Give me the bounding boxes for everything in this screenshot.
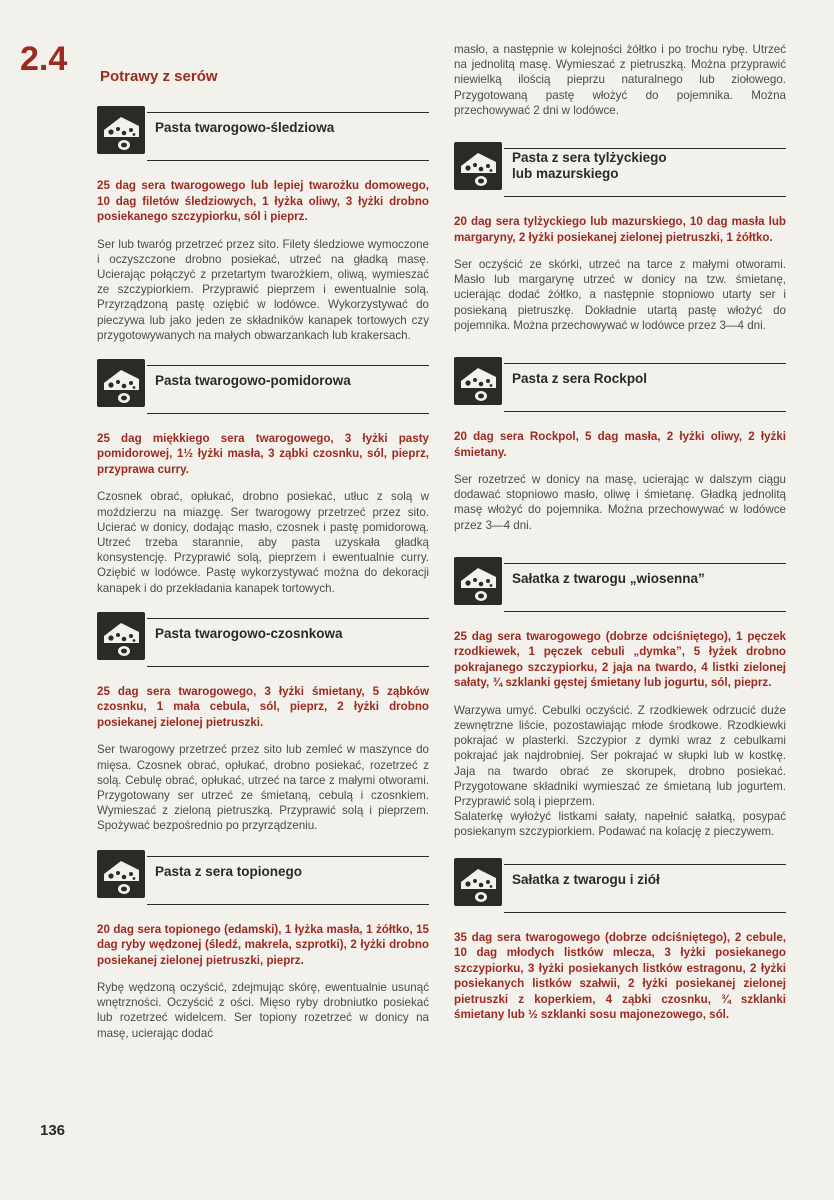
recipe	[454, 357, 786, 533]
recipe-method: Ser lub twaróg przetrzeć przez sito. Filety śledziowe wymoczone i oczyszczone drobno posiekać, utrzeć na gładką masę. Ucierając połączyć z przetartym twarożkiem, oliwą, wymieszać ze szczypiorkiem. Przyprawić pieprzem i ewentualnie solą. Przyrządzoną pastę oziębić w lodówce. Wykorzystywać do pieczywa lub jako jeden ze składników kanapek tortowych czy przygotowywanych na małych obwarzankach lub krakersach.	[97, 237, 429, 342]
recipe-header	[97, 359, 429, 417]
divider	[147, 413, 429, 414]
divider	[504, 411, 786, 412]
left-column	[97, 98, 429, 1041]
recipe-ingredients: 25 dag sera twarogowego (dobrze odciśniętego), 1 pęczek rzodkiewek, 1 pęczek cebuli „dymka”, 5 łyżek drobno pokrajanego szczypiorku, 2 jaja na twardo, 4 listki zielonej sałaty, ¾ szklanki gęstej śmietany lub jogurtu, sól, pieprz.	[454, 629, 786, 690]
recipe-method	[454, 703, 786, 840]
divider	[147, 666, 429, 667]
divider	[504, 196, 786, 197]
recipe-ingredients: 20 dag sera topionego (edamski), 1 łyżka masła, 1 żółtko, 15 dag ryby wędzonej (śledź, makrela, szprotki), 2 łyżki drobno posiekanej zielonej pietruszki, pieprz.	[97, 922, 429, 967]
recipe	[454, 142, 786, 333]
cheese-plate-icon	[454, 858, 502, 906]
cheese-plate-icon	[454, 357, 502, 405]
recipe-title: Sałatka z twarogu i ziół	[512, 871, 660, 887]
cheese-plate-icon	[97, 850, 145, 898]
divider	[147, 618, 429, 619]
recipe-header	[97, 612, 429, 670]
divider	[504, 563, 786, 564]
recipe-ingredients: 20 dag sera tylżyckiego lub mazurskiego, 10 dag masła lub margaryny, 2 łyżki posiekanej zielonej pietruszki, 1 żółtko.	[454, 215, 786, 244]
divider	[504, 611, 786, 612]
recipe-method: Ser rozetrzeć w donicy na masę, ucierając w dalszym ciągu dodawać stopniowo masło, oliwę i śmietanę. Gładką jednolitą masę włożyć do pojemnika. Można przechowywać w lodówce przez 3—4 dni.	[454, 473, 786, 532]
recipe-title: Pasta z sera topionego	[155, 863, 303, 879]
recipe-header	[454, 142, 786, 200]
method-paragraph: Warzywa umyć. Cebulki oczyścić. Z rzodkiewek odrzucić duże zewnętrzne liście, pozostawiając młode środkowe. Rzodkiewki pokrajać w plasterki. Szczypior z dymki wraz z cebulkami pokrajać jak najdrobniej. Ser pokrajać w słupki lub w kostkę. Jaja na twardo obrać ze skorupek, drobno posiekać. Przygotowane składniki wymieszać ze śmietaną lub jogurtem. Przyprawić solą i pieprzem.	[454, 703, 786, 809]
recipe-title: Pasta twarogowo-śledziowa	[155, 120, 335, 135]
recipe	[454, 557, 786, 840]
divider	[504, 363, 786, 364]
section-number: 2.4	[20, 40, 68, 78]
recipe-title: Sałatka z twarogu „wiosenna”	[512, 570, 705, 586]
recipe-header	[97, 106, 429, 164]
recipe-ingredients: 25 dag miękkiego sera twarogowego, 3 łyżki pasty pomidorowej, 1½ łyżki masła, 3 ząbki czosnku, sól, pieprz, przyprawa curry.	[97, 431, 429, 476]
recipe-ingredients: 25 dag sera twarogowego, 3 łyżki śmietany, 5 ząbków czosnku, 1 mała cebula, sól, pieprz, 2 łyżki drobno posiekanej zielonej pietruszki.	[97, 684, 429, 729]
recipe-ingredients: 25 dag sera twarogowego lub lepiej twarożku domowego, 10 dag filetów śledziowych, 1 łyżka oliwy, 3 łyżki drobno posiekanego szczypiorku, sól i pieprz.	[97, 179, 429, 223]
recipe-header	[454, 557, 786, 615]
divider	[147, 160, 429, 161]
method-paragraph: Salaterkę wyłożyć listkami sałaty, napełnić sałatką, posypać posiekanym szczypiorkiem. Podawać na kolację z pieczywem.	[454, 810, 786, 839]
recipe-header	[454, 858, 786, 916]
recipe-header	[97, 850, 429, 908]
divider	[504, 148, 786, 149]
cheese-plate-icon	[97, 106, 145, 154]
divider	[504, 912, 786, 913]
recipe	[97, 612, 429, 834]
section-title: Potrawy z serów	[100, 68, 218, 85]
cheese-plate-icon	[97, 359, 145, 407]
recipe-method: Czosnek obrać, opłukać, drobno posiekać, utłuc z solą w moździerzu na miazgę. Ser twarogowy przetrzeć przez sito. Ucierać w donicy, dodając masło, czosnek i pastę pomidorową. Utrzeć trzeba starannie, aby pasta uzyskała gładką konsystencję. Przyprawić solą, pieprzem i ewentualnie curry. Oziębić w lodówce. Pastę wykorzystywać można do dekoracji kanapek i do przekładania kanapek tortowych.	[97, 490, 429, 595]
right-column	[454, 42, 786, 1023]
recipe-ingredients: 35 dag sera twarogowego (dobrze odciśniętego), 2 cebule, 10 dag młodych listków mlecza, 3 łyżki posiekanego szczypiorku, 3 łyżki posiekanych listków estragonu, 2 łyżki posiekanych listków szałwii, 2 łyżki posiekanej zielonej pietruszki z koperkiem, 4 ząbki czosnku, ¾ szklanki śmietany lub ½ szklanki sosu majonezowego, sól.	[454, 930, 786, 1022]
recipe-title: Pasta twarogowo-czosnkowa	[155, 625, 343, 641]
recipe	[97, 106, 429, 343]
divider	[147, 856, 429, 857]
divider	[147, 904, 429, 905]
recipe-title-line: Pasta z sera tylżyckiego	[512, 150, 667, 166]
divider	[504, 864, 786, 865]
cheese-plate-icon	[454, 557, 502, 605]
cheese-plate-icon	[454, 142, 502, 190]
recipe	[97, 359, 429, 596]
recipe-title	[512, 150, 786, 182]
divider	[147, 112, 429, 113]
recipe-ingredients: 20 dag sera Rockpol, 5 dag masła, 2 łyżki oliwy, 2 łyżki śmietany.	[454, 430, 786, 459]
recipe-title-line: lub mazurskiego	[512, 166, 619, 182]
recipe-title: Pasta z sera Rockpol	[512, 371, 648, 387]
page-number: 136	[40, 1122, 66, 1139]
recipe	[97, 850, 429, 1041]
recipe-header	[454, 357, 786, 415]
recipe-method: Ser twarogowy przetrzeć przez sito lub zemleć w maszynce do mięsa. Czosnek obrać, opłukać, drobno posiekać, rozetrzeć z solą. Cebulę obrać, opłukać, utrzeć na tarce z małymi otworami. Przygotowany ser utrzeć ze śmietaną, cebulą i czosnkiem. Wymieszać z zieloną pietruszką. Przyprawić solą i pieprzem. Spożywać bezpośrednio po przyrządzeniu.	[97, 743, 429, 833]
cheese-plate-icon	[97, 612, 145, 660]
recipe-method-continued: masło, a następnie w kolejności żółtko i po trochu rybę. Utrzeć na jednolitą masę. Wymieszać z pietruszką. Można przyprawić niewielką ilością pieprzu naturalnego lub ziołowego. Przygotowaną pastę włożyć do pojemnika. Można przechowywać 2 dni w lodówce.	[454, 43, 786, 117]
recipe-title: Pasta twarogowo-pomidorowa	[155, 372, 351, 388]
recipe-method: Rybę wędzoną oczyścić, zdejmując skórę, ewentualnie usunąć wnętrzności. Oczyścić z ości. Mięso ryby drobniutko posiekać lub rozetrzeć widelcem. Ser topiony rozetrzeć w donicy na masę, ucierając dodać	[97, 981, 429, 1040]
recipe-method: Ser oczyścić ze skórki, utrzeć na tarce z małymi otworami. Masło lub margarynę utrzeć w donicy na tzw. śmietanę, ucierając dodać żółtko, a następnie stopniowo utarty ser i posiekaną pietruszkę. Dokładnie utartą pastę włożyć do pojemnika. Można przechowywać w lodówce przez 3—4 dni.	[454, 258, 786, 332]
recipe	[454, 858, 786, 1023]
divider	[147, 365, 429, 366]
